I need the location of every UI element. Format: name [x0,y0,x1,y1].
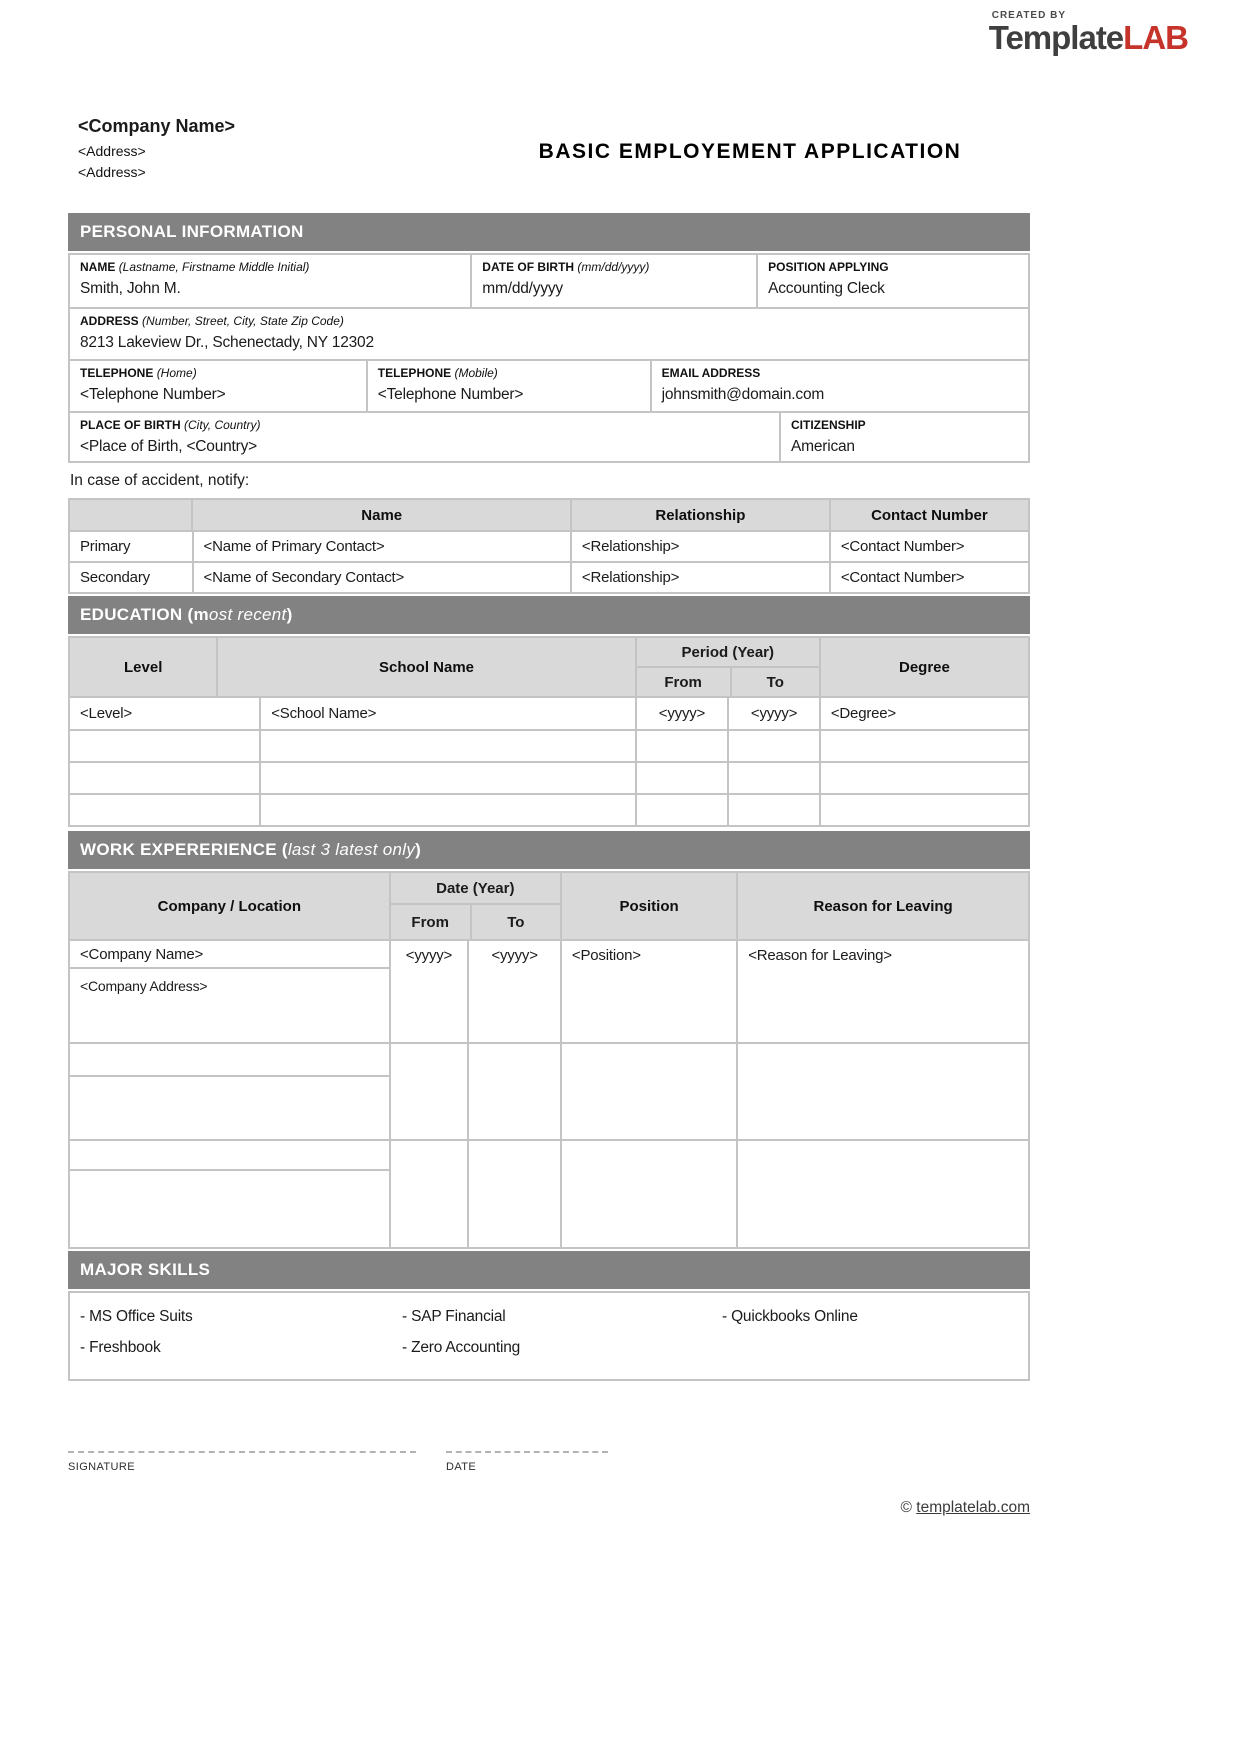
work-header-row [70,873,1028,939]
education-level-empty[interactable] [70,731,259,761]
field-telephone-home [70,361,366,411]
field-email [650,361,1028,411]
email-label: EMAIL ADDRESS [661,366,761,380]
date-block [446,1451,608,1473]
work-from-empty[interactable] [389,1141,468,1247]
work-position-empty[interactable] [560,1044,736,1139]
date-label: DATE [446,1461,477,1473]
emergency-header-name: Name [191,500,569,530]
education-row-2 [70,729,1028,761]
telephone-mobile-value[interactable]: <Telephone Number> [377,386,524,403]
section-bar-major-skills [68,1251,1030,1289]
education-degree-empty[interactable] [819,731,1028,761]
logo-lab-text: LAB [1123,19,1188,56]
emergency-contact-table [68,498,1030,594]
signature-line[interactable] [68,1451,416,1453]
education-level-empty[interactable] [70,795,259,825]
secondary-contact-number[interactable]: <Contact Number> [829,563,1028,592]
education-header-from-to [637,666,819,696]
work-from-empty[interactable] [389,1044,468,1139]
work-header-company-location: Company / Location [70,873,389,939]
skill-item: - Quickbooks Online [722,1308,858,1325]
education-school-empty[interactable] [259,731,634,761]
company-name-placeholder[interactable]: <Company Name> [78,116,236,136]
work-entry-1 [70,939,1028,1042]
work-experience-table [68,871,1030,1249]
position-applying-label: POSITION APPLYING [768,260,889,274]
work-to-empty[interactable] [467,1044,560,1139]
field-name [70,255,470,307]
email-value[interactable]: johnsmith@domain.com [661,386,825,403]
personal-section-title: PERSONAL INFORMATION [80,222,304,241]
education-header-level: Level [70,638,216,696]
form-content [68,213,1030,1517]
copyright-footer [68,1499,1030,1517]
work-entry-3 [70,1139,1028,1247]
education-row-4 [70,793,1028,825]
name-value[interactable]: Smith, John M. [80,280,181,297]
education-level-value[interactable]: <Level> [80,705,132,722]
field-telephone-mobile [366,361,650,411]
work-entry-2 [70,1042,1028,1139]
dob-label: DATE OF BIRTH (mm/dd/yyyy) [482,260,650,274]
copyright-symbol: © [900,1499,912,1516]
work-header-date [389,873,560,939]
logo-wordmark [989,21,1188,56]
education-from-empty[interactable] [635,731,728,761]
field-place-of-birth [70,413,779,461]
work-header-from-to [391,903,560,939]
document-title: BASIC EMPLOYEMENT APPLICATION [538,140,962,163]
primary-contact-label: Primary [80,538,131,555]
work-company-name-empty[interactable] [70,1044,389,1077]
company-address-line-1[interactable]: <Address> [78,143,146,159]
emergency-row-secondary [70,561,1028,592]
emergency-row-primary [70,530,1028,561]
work-header-date-year: Date (Year) [436,879,515,897]
skills-section-title: MAJOR SKILLS [80,1260,211,1279]
work-company-name-value[interactable]: <Company Name> [70,941,389,969]
telephone-mobile-label: TELEPHONE (Mobile) [377,366,498,380]
logo-created-by: CREATED BY [991,10,1066,21]
personal-row-3 [70,359,1028,411]
section-bar-work-experience [68,831,1030,869]
education-row-3 [70,761,1028,793]
signature-block [68,1451,416,1473]
work-company-address-empty[interactable] [70,1171,389,1180]
education-from-empty[interactable] [635,763,728,793]
logo-template-text: Template [988,19,1124,56]
education-level-empty[interactable] [70,763,259,793]
education-header-school: School Name [216,638,634,696]
templatelab-logo [989,10,1188,56]
date-line[interactable] [446,1451,608,1453]
primary-contact-relationship[interactable]: <Relationship> [570,532,829,561]
field-address [70,309,1028,359]
education-header-period [635,638,819,696]
education-section-title: EDUCATION (most recent) [80,605,293,624]
signature-area [68,1451,1030,1473]
field-date-of-birth [470,255,756,307]
work-reason-value[interactable]: <Reason for Leaving> [736,941,1028,1042]
work-section-title: WORK EXPERERIENCE (last 3 latest only) [80,840,422,859]
major-skills-list[interactable] [68,1291,1030,1381]
primary-contact-number[interactable]: <Contact Number> [829,532,1028,561]
work-company-cell [70,1044,389,1139]
education-degree-empty[interactable] [819,795,1028,825]
education-to-empty[interactable] [727,763,819,793]
work-to-value[interactable]: <yyyy> [467,941,560,1042]
address-value[interactable]: 8213 Lakeview Dr., Schenectady, NY 12302 [80,334,374,351]
education-from-empty[interactable] [635,795,728,825]
emergency-header-empty-cell [70,500,191,530]
telephone-home-label: TELEPHONE (Home) [80,366,197,380]
work-company-cell [70,1141,389,1247]
personal-row-2 [70,307,1028,359]
education-degree-empty[interactable] [819,763,1028,793]
work-header-reason: Reason for Leaving [736,873,1028,939]
secondary-contact-relationship[interactable]: <Relationship> [570,563,829,592]
education-school-empty[interactable] [259,795,634,825]
secondary-contact-label: Secondary [80,569,150,586]
education-school-empty[interactable] [259,763,634,793]
education-header-to: To [730,668,819,696]
place-of-birth-label: PLACE OF BIRTH (City, Country) [80,418,261,432]
work-company-address-value[interactable]: <Company Address> [80,978,208,994]
work-to-empty[interactable] [467,1141,560,1247]
work-company-name-empty[interactable] [70,1141,389,1171]
primary-contact-name[interactable]: <Name of Primary Contact> [192,532,570,561]
work-header-from: From [411,913,449,931]
work-position-empty[interactable] [560,1141,736,1247]
work-reason-empty[interactable] [736,1141,1028,1247]
education-degree-value[interactable]: <Degree> [819,698,1028,729]
telephone-home-value[interactable]: <Telephone Number> [80,386,226,403]
work-from-value[interactable]: <yyyy> [389,941,468,1042]
work-header-position: Position [560,873,736,939]
name-label: NAME (Lastname, Firstname Middle Initial) [80,260,310,274]
field-citizenship [779,413,1028,461]
field-position-applying [756,255,1028,307]
work-company-address-empty[interactable] [70,1077,389,1086]
section-bar-personal-information [68,213,1030,251]
education-row-1 [70,696,1028,729]
company-block [78,116,235,183]
skill-item: - SAP Financial [402,1308,506,1325]
skill-item: - Zero Accounting [402,1339,521,1356]
work-company-cell [70,941,389,1042]
position-applying-value[interactable]: Accounting Cleck [768,280,885,297]
dob-value[interactable]: mm/dd/yyyy [482,280,563,297]
education-school-value[interactable]: <School Name> [259,698,634,729]
skill-item: - MS Office Suits [80,1308,193,1325]
education-from-value[interactable]: <yyyy> [635,698,728,729]
work-position-value[interactable]: <Position> [560,941,736,1042]
address-label: ADDRESS (Number, Street, City, State Zip Code) [80,314,344,328]
accident-notify-intro: In case of accident, notify: [70,472,250,489]
place-of-birth-value[interactable]: <Place of Birth, <Country> [80,438,258,455]
personal-row-4 [70,411,1028,461]
emergency-header-relationship: Relationship [570,500,829,530]
education-header-degree: Degree [819,638,1028,696]
emergency-header-contact: Contact Number [829,500,1028,530]
secondary-contact-name[interactable]: <Name of Secondary Contact> [192,563,570,592]
education-header-row [70,638,1028,696]
education-to-value[interactable]: <yyyy> [727,698,819,729]
education-to-empty[interactable] [727,795,819,825]
section-bar-education [68,596,1030,634]
education-header-from: From [664,673,702,691]
company-address-line-2[interactable]: <Address> [78,164,146,180]
education-to-empty[interactable] [727,731,819,761]
personal-row-1 [70,255,1028,307]
education-header-period-year: Period (Year) [681,643,775,661]
signature-label: SIGNATURE [68,1461,135,1473]
work-header-to: To [470,905,560,939]
personal-info-table [68,253,1030,463]
education-table [68,636,1030,827]
templatelab-link[interactable]: templatelab.com [916,1499,1030,1516]
emergency-header-row [70,500,1028,530]
skill-item: - Freshbook [80,1339,161,1356]
work-reason-empty[interactable] [736,1044,1028,1139]
citizenship-value[interactable]: American [790,438,855,455]
citizenship-label: CITIZENSHIP [790,418,866,432]
